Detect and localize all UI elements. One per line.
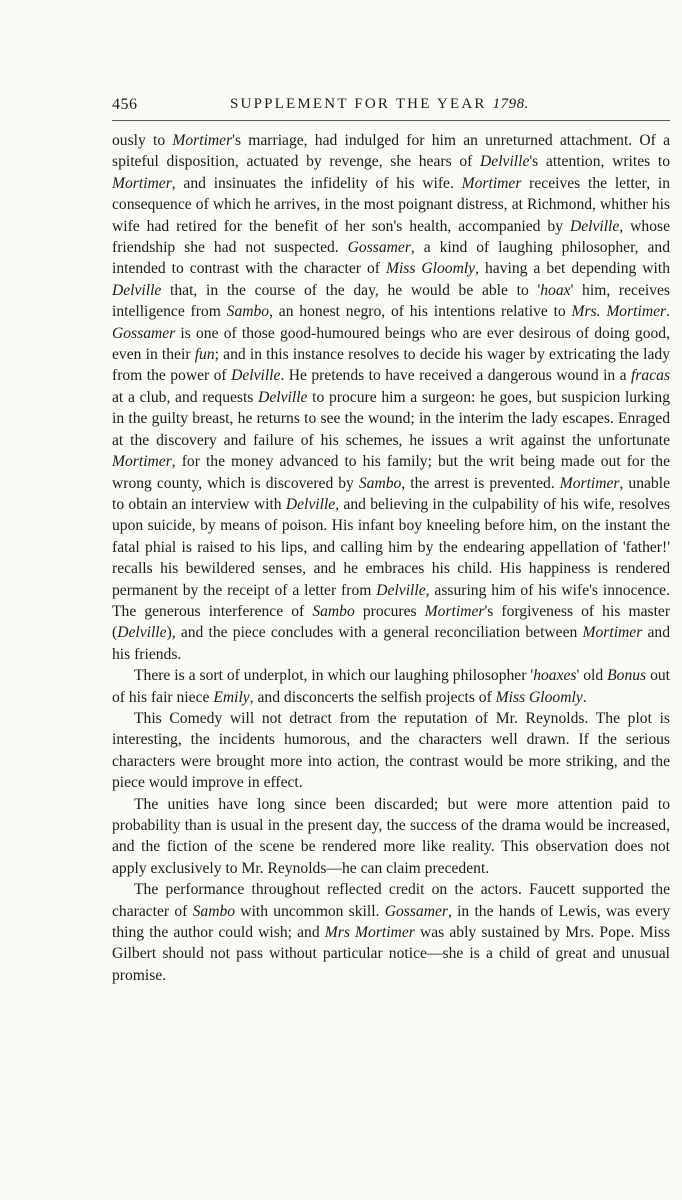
italic-run: Gossamer [384,902,448,920]
text-run: The performance throughout reflected credit on the actors. Faucett supported the character of [112,881,670,920]
running-head [230,96,529,113]
text-run: ' him, receives intelligence from [112,281,670,321]
italic-run: Delville [117,624,167,642]
italic-run: Delville [376,581,426,599]
italic-run: Gossamer [112,324,176,342]
text-run: 's marriage, had indulged for him an unreturned attachment. Of a spiteful disposition, actuated by revenge, she hears of [112,132,671,171]
paragraph [112,794,670,880]
italic-run: Sambo [192,902,236,920]
page-header [112,96,672,120]
text-run: ' old [576,667,608,685]
text-run: There is a sort of underplot, in which our laughing philosopher ' [134,667,534,685]
text-run: , for the money advanced to his family; but the writ being made out for the wrong county, which is discovered by [112,453,670,492]
italic-run: Mortimer [559,474,620,492]
text-run: with uncommon skill. [235,902,385,920]
italic-run: Mortimer [582,624,643,642]
text-run: The unities have long since been discarded; but were more attention paid to probability than is usual in the present day, the success of the drama would be increased, and the fiction of the scene be rendered more like reality. This observation does not apply exclusively to Mr. Reynolds—he can claim precedent. [112,795,670,877]
text-run: , having a bet depending with [475,260,671,278]
text-run: ; and in this instance resolves to decide his wager by extricating the lady from the power of [112,346,671,385]
italic-run: Delville [285,495,336,513]
text-run: , and insinuates the infidelity of his wife. [171,174,462,192]
page-number: 456 [112,96,138,113]
text-run: out of his fair niece [112,667,670,706]
italic-run: fracas [631,367,671,385]
italic-run: Miss Gloomly [495,688,583,706]
text-run: ously to [112,132,173,149]
text-run: and his friends. [112,624,670,663]
italic-run: Delville [258,388,308,406]
italic-run: Delville [112,281,162,299]
italic-run: Mortimer [172,132,233,149]
italic-run: Mortimer [112,174,172,192]
text-run: This Comedy will not detract from the reputation of Mr. Reynolds. The plot is interesting, the incidents humorous, and the characters well drawn. If the serious characters were brought more into action, the contrast would be more striking, and the piece would improve in effect. [112,709,670,792]
text-run: is one of those good-humoured beings who are ever desirous of doing good, even in their [112,324,670,364]
text-run: , unable to obtain an interview with [112,474,670,513]
text-run: , in the hands of Lewis, was every thing the author could wish; and [112,902,671,942]
text-run: , assuring him of his wife's innocence. The generous interference of [112,581,670,620]
header-rule [112,120,670,121]
text-run: . [582,688,587,706]
italic-run: Miss Gloomly [385,260,476,278]
text-run: , an honest negro, of his intentions relative to [269,303,572,321]
italic-run: Mortimer [112,453,172,471]
italic-run: Sambo [312,602,355,620]
italic-run: Delville [231,367,281,385]
italic-run: Mortimer [461,174,522,192]
text-run: procures [354,602,425,620]
text-run: 's forgiveness of his master ( [112,602,671,642]
article-body [112,130,670,986]
italic-run: Mrs Mortimer [324,924,415,942]
running-head-title: SUPPLEMENT FOR THE YEAR [230,96,487,112]
italic-run: Bonus [607,667,647,685]
italic-run: Delville [569,217,620,235]
text-run: , whose friendship she had not suspected. [112,217,670,257]
paragraph [112,130,670,665]
text-run: 's attention, writes to [529,153,670,171]
text-run: , a kind of laughing philosopher, and intended to contrast with the character of [112,239,670,278]
text-run: to procure him a surgeon: he goes, but suspicion lurking in the guilty breast, he returns to see the wound; in the interim the lady escapes. Enraged at the discovery and failure of his schemes, he issues a writ against the unfortunate [112,388,670,449]
text-run: at a club, and requests [112,388,259,406]
italic-run: Emily [213,688,250,706]
text-run: was ably sustained by Mrs. Pope. Miss Gilbert should not pass without particular notice—she is a child of great and unusual promise. [112,924,670,984]
text-run: , and disconcerts the selfish projects of [249,688,496,706]
paragraph [112,665,670,708]
italic-run: Mortimer [424,602,485,620]
italic-run: Mrs. Mortimer [571,303,667,321]
italic-run: Sambo [226,303,270,321]
text-run: . [666,303,670,321]
italic-run: Gossamer [347,239,411,257]
text-run: . He pretends to have received a dangerous wound in a [280,367,632,385]
text-run: , the arrest is prevented. [401,474,560,492]
text-run: ), and the piece concludes with a general reconciliation between [166,624,583,642]
paragraph [112,879,670,986]
italic-run: hoax [540,281,571,299]
running-head-year: 1798. [492,96,529,112]
paragraph [112,708,670,794]
italic-run: fun [194,346,215,364]
text-run: , and believing in the culpability of his wife, resolves upon suicide, by means of poison. His infant boy kneeling before him, on the instant the fatal phial is raised to his lips, and calling him by the endearing appellation of 'father!' recalls his bewildered senses, and he embraces his child. His happiness is rendered permanent by the receipt of a letter from [112,495,670,599]
italic-run: Sambo [358,474,402,492]
italic-run: Delville [480,153,530,171]
italic-run: hoaxes [533,667,577,685]
text-run: receives the letter, in consequence of which he arrives, in the most poignant distress, at Richmond, whither his wife had retired for the benefit of her son's health, accompanied by [112,174,671,235]
text-run: that, in the course of the day, he would be able to ' [161,281,541,299]
